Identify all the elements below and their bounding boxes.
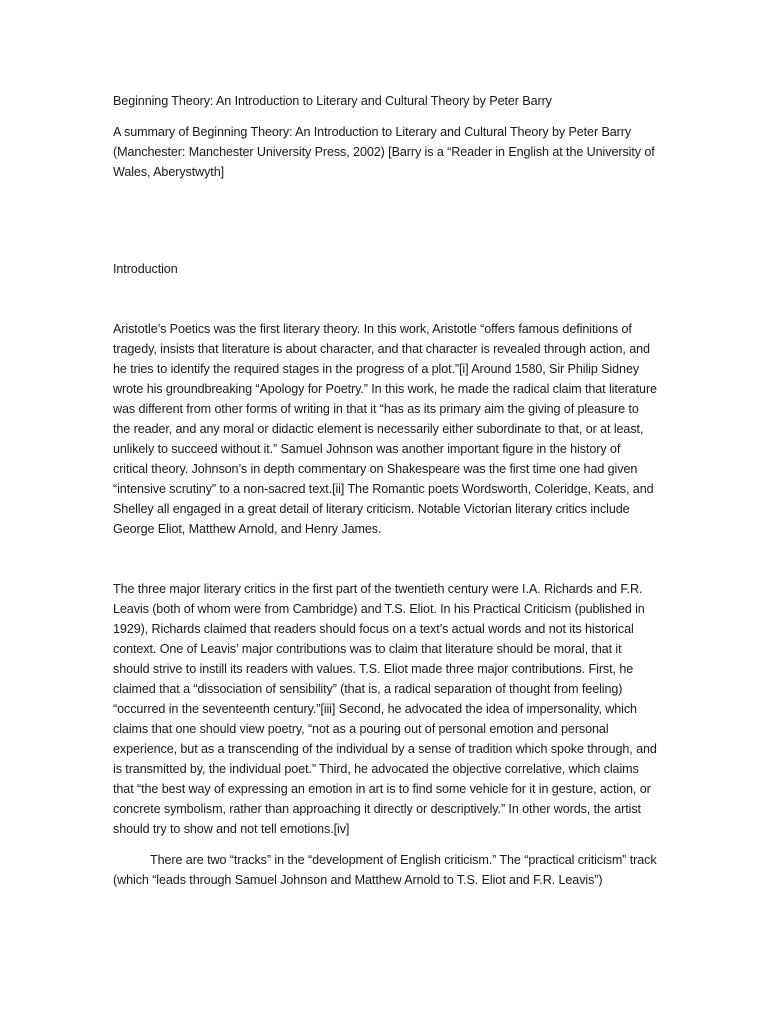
spacer [113, 182, 658, 259]
section-heading: Introduction [113, 262, 178, 276]
body-paragraph: There are two “tracks” in the “development of English criticism.” The “practical criticism” track (which “leads through Samuel Johnson and Matthew Arnold to T.S. Eliot and F.R. Leavis”) [113, 853, 657, 887]
spacer [113, 279, 658, 319]
body-paragraph: Aristotle’s Poetics was the first literary theory. In this work, Aristotle “offers famous definitions of tragedy, insists that literature is about character, and that character is revealed through action, and he tries to identify the required stages in the progress of a plot.”[i] Around 1580, Sir Philip Sidney wrote his groundbreaking “Apology for Poetry.” In this work, he made the radical claim that literature was different from other forms of writing in that it “has as its primary aim the giving of pleasure to the reader, and any moral or didactic element is necessarily either subordinate to that, or at least, unlikely to succeed without it.” Samuel Johnson was another important figure in the history of critical theory. Johnson’s in depth commentary on Shakespeare was the first time one had given “intensive scrutiny” to a non-sacred text.[ii] The Romantic poets Wordsworth, Coleridge, Keats, and Shelley all engaged in a great detail of literary criticism. Notable Victorian literary critics include George Eliot, Matthew Arnold, and Henry James. [113, 322, 657, 536]
summary-paragraph: A summary of Beginning Theory: An Introduction to Literary and Cultural Theory by Peter Barry (Manchester: Manchester University Press, 2002) [Barry is a “Reader in English at the University of Wales, Aberystwyth] [113, 125, 655, 179]
document-title: Beginning Theory: An Introduction to Literary and Cultural Theory by Peter Barry [113, 94, 552, 108]
spacer [113, 839, 658, 850]
body-paragraph: The three major literary critics in the first part of the twentieth century were I.A. Richards and F.R. Leavis (both of whom were from Cambridge) and T.S. Eliot. In his Practical Criticism (published in 1929), Richards claimed that readers should focus on a text’s actual words and not its historical context. One of Leavis’ major contributions was to claim that literature should be moral, that it should strive to instill its readers with values. T.S. Eliot made three major contributions. First, he claimed that a “dissociation of sensibility” (that is, a radical separation of thought from feeling) “occurred in the seventeenth century.”[iii] Second, he advocated the idea of impersonality, which claims that one should view poetry, “not as a pouring out of personal emotion and personal experience, but as a transcending of the individual by a sense of tradition which spoke through, and is transmitted by, the individual poet.” Third, he advocated the objective correlative, which claims that “the best way of expressing an emotion in art is to find some vehicle for it in gesture, action, or concrete symbolism, rather than approaching it directly or descriptively.” In other words, the artist should try to show and not tell emotions.[iv] [113, 582, 657, 836]
spacer [113, 539, 658, 579]
